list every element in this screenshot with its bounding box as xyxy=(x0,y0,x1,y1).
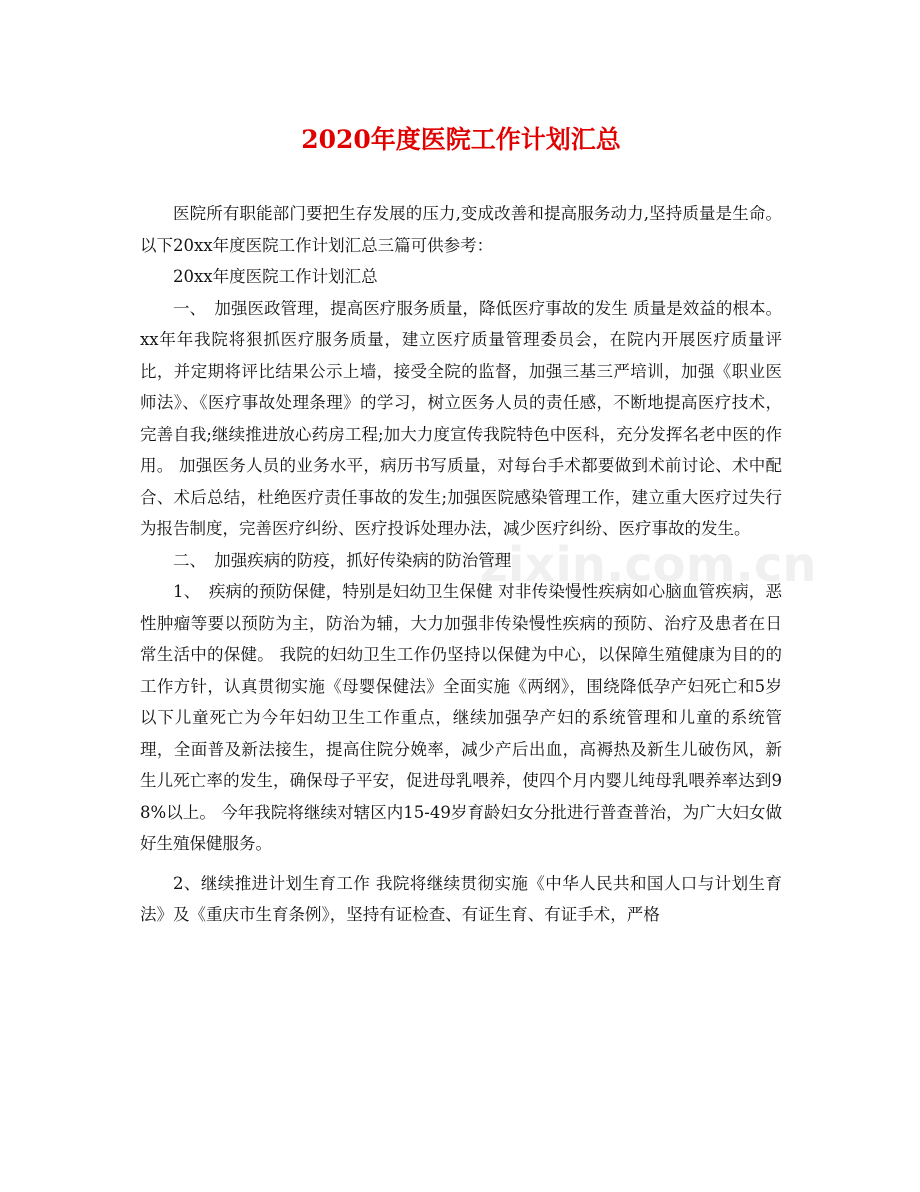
paragraph-section-1: 一、 加强医政管理，提高医疗服务质量，降低医疗事故的发生 质量是效益的根本。xx年年我院将狠抓医疗服务质量，建立医疗质量管理委员会，在院内开展医疗质量评比，并定期将评比结果公示上墙，接受全院的监督，加强三基三严培训，加强《职业医师法》、《医疗事故处理条理》的学习，树立医务人员的责任感，不断地提高医疗技术，完善自我;继续推进放心药房工程;加大力度宣传我院特色中医科，充分发挥名老中医的作用。 加强医务人员的业务水平，病历书写质量，对每台手术都要做到术前讨论、术中配合、术后总结，杜绝医疗责任事故的发生;加强医院感染管理工作，建立重大医疗过失行为报告制度，完善医疗纠纷、医疗投诉处理办法，减少医疗纠纷、医疗事故的发生。 xyxy=(140,298,782,538)
paragraph-intro: 医院所有职能部门要把生存发展的压力,变成改善和提高服务动力,坚持质量是生命。以下20xx年度医院工作计划汇总三篇可供参考： xyxy=(140,204,782,255)
paragraph-section-2-heading: 二、 加强疾病的防疫，抓好传染病的防治管理 xyxy=(173,550,512,570)
watermark: zixin.com.cn xyxy=(480,537,817,593)
paragraph-subtitle: 20xx年度医院工作计划汇总 xyxy=(173,267,378,286)
document-title: 2020年度医院工作计划汇总 xyxy=(301,125,621,154)
paragraph-section-2-item-1: 1、 疾病的预防保健，特别是妇幼卫生保健 对非传染慢性疾病如心脑血管疾病，恶性肿瘤等要以预防为主，防治为辅，大力加强非传染慢性疾病的预防、治疗及患者在日常生活中的保健。 我院的妇幼卫生工作仍坚持以保健为中心，以保障生殖健康为目的的工作方针，认真贯彻实施《母婴保健法》全面实施《两纲》，围绕降低孕产妇死亡和5岁以下儿童死亡为今年妇幼卫生工作重点，继续加强孕产妇的系统管理和儿童的系统管理，全面普及新法接生，提高住院分娩率，减少产后出血，高褥热及新生儿破伤风，新生儿死亡率的发生，确保母子平安，促进母乳喂养，使四个月内婴儿纯母乳喂养率达到98%以上。 今年我院将继续对辖区内15-49岁育龄妇女分批进行普查普治，为广大妇女做好生殖保健服务。 xyxy=(140,582,782,853)
paragraph-section-2-item-2: 2、继续推进计划生育工作 我院将继续贯彻实施《中华人民共和国人口与计划生育法》及《重庆市生育条例》，坚持有证检查、有证生育、有证手术，严格 xyxy=(140,873,782,924)
document-body xyxy=(140,198,817,931)
